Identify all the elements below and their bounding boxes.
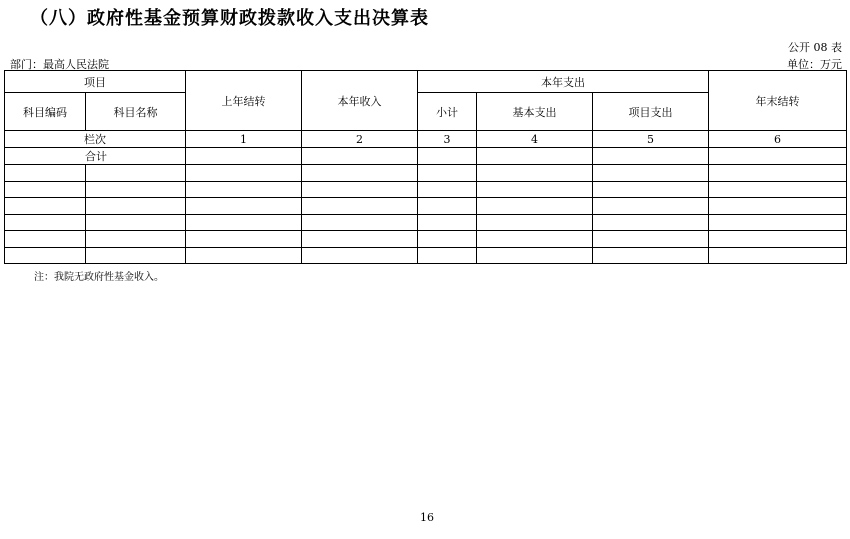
table-cell: [477, 198, 593, 215]
table-cell: [593, 214, 709, 231]
table-cell: [593, 181, 709, 198]
table-cell: [418, 231, 477, 248]
table-cell: [709, 214, 847, 231]
table-cell: [302, 231, 418, 248]
column-number-label: 栏次: [5, 131, 186, 148]
unit-label: 单位：万元: [787, 58, 842, 71]
table-cell: [477, 247, 593, 264]
table-cell: [186, 165, 302, 182]
total-row: [5, 148, 847, 165]
table-cell: [418, 165, 477, 182]
table-cell: [709, 165, 847, 182]
table-cell: [186, 181, 302, 198]
table-cell: [477, 231, 593, 248]
table-cell: [302, 165, 418, 182]
table-cell: [5, 198, 86, 215]
table-cell: [302, 198, 418, 215]
table-cell: [593, 148, 709, 165]
table-cell: [709, 231, 847, 248]
table-cell: [418, 198, 477, 215]
table-row: [5, 231, 847, 248]
column-number-row: [5, 131, 847, 148]
table-cell: [186, 247, 302, 264]
table-row: [5, 247, 847, 264]
department-label: 部门：最高人民法院: [10, 58, 109, 71]
table-cell: [186, 214, 302, 231]
table-cell: [477, 148, 593, 165]
header-project-expense: 项目支出: [593, 93, 709, 131]
table-cell: [593, 231, 709, 248]
table-cell: [593, 247, 709, 264]
table-cell: [86, 165, 186, 182]
table-cell: [418, 148, 477, 165]
table-cell: [477, 214, 593, 231]
table-cell: [302, 148, 418, 165]
table-cell: [86, 198, 186, 215]
header-basic-expense: 基本支出: [477, 93, 593, 131]
column-number: 4: [477, 131, 593, 148]
table-cell: [593, 198, 709, 215]
table-row: [5, 198, 847, 215]
column-number: 2: [302, 131, 418, 148]
header-carryover-prev: 上年结转: [186, 71, 302, 131]
table-cell: [418, 247, 477, 264]
table-cell: [477, 181, 593, 198]
column-number: 1: [186, 131, 302, 148]
total-label: 合计: [5, 148, 186, 165]
table-cell: [418, 181, 477, 198]
table-cell: [709, 148, 847, 165]
header-subject-name: 科目名称: [86, 93, 186, 131]
table-row: [5, 165, 847, 182]
table-cell: [86, 181, 186, 198]
column-number: 6: [709, 131, 847, 148]
table-cell: [302, 247, 418, 264]
header-subtotal: 小计: [418, 93, 477, 131]
table-cell: [302, 181, 418, 198]
empty-rows: [5, 165, 847, 264]
header-carryover-end: 年末结转: [709, 71, 847, 131]
table-cell: [186, 231, 302, 248]
table-cell: [5, 214, 86, 231]
header-income: 本年收入: [302, 71, 418, 131]
table-cell: [477, 165, 593, 182]
table-cell: [709, 181, 847, 198]
table-cell: [302, 214, 418, 231]
table-cell: [5, 165, 86, 182]
table-cell: [709, 247, 847, 264]
table-cell: [5, 181, 86, 198]
header-project: 项目: [5, 71, 186, 93]
form-number: 公开 08 表: [788, 41, 842, 54]
table-row: [5, 214, 847, 231]
table-cell: [418, 214, 477, 231]
header-subject-code: 科目编码: [5, 93, 86, 131]
table-cell: [709, 198, 847, 215]
table-cell: [86, 247, 186, 264]
header-expense: 本年支出: [418, 71, 709, 93]
budget-table: [4, 70, 847, 264]
table-row: [5, 181, 847, 198]
column-number: 5: [593, 131, 709, 148]
table-cell: [86, 231, 186, 248]
column-number: 3: [418, 131, 477, 148]
table-cell: [86, 214, 186, 231]
table-cell: [5, 247, 86, 264]
page-title: （八）政府性基金预算财政拨款收入支出决算表: [30, 8, 429, 29]
footnote: 注：我院无政府性基金收入。: [34, 272, 164, 283]
table-cell: [186, 198, 302, 215]
table-cell: [186, 148, 302, 165]
page-number: 16: [420, 511, 434, 524]
table-cell: [5, 231, 86, 248]
table-cell: [593, 165, 709, 182]
